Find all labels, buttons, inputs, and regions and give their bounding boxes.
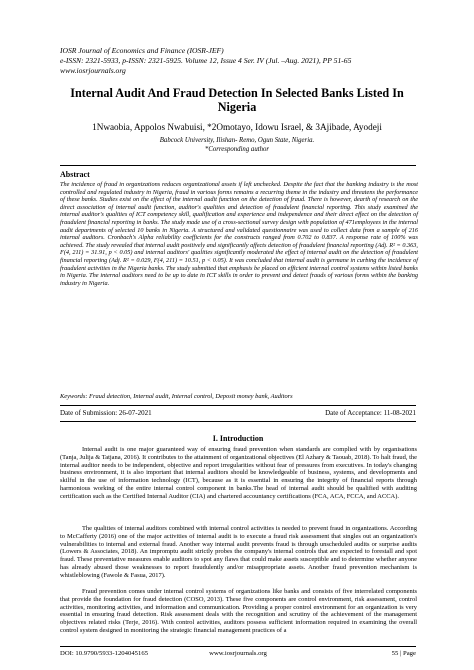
page-number: 55 | Page <box>391 650 416 657</box>
intro-paragraph-2: The qualities of internal auditors combined with internal control activities is needed to prevent fraud in organizations. According to McCafferty (2016) one of the major activities of internal audit is to execute a fraud risk assessment that singles out an organization's vulnerabilities to internal and external fraud. Another way internal audit prevents fraud is through unscheduled audits or surprise audits (Lowers & Associates, 2018). An impromptu audit strictly probes the company's internal controls that are expected to forestall and spot fraud. These preventative measures enable auditors to spot any flaws that could make assets susceptible and to determine whether anyone has already abused those weaknesses to report fraudulently and/or misappropriate assets. Another fraud prevention mechanism is whistleblowing (Fawole & Fasua, 2017). <box>60 525 417 579</box>
abstract-text: The incidence of fraud in organizations reduces organizational assets if left unchecked. Despite the fact that the banking industry is the most controlled and regulated industry in Nigeria, fraud in various forms remains a recurring theme in the industry and threatens the performance of these banks. Studies exist on the effect of the internal audit function on the detection of fraud. There is however, dearth of research on the direct association of internal audit function, auditor's qualities and detection of fraudulent financial reporting. This study examined the internal auditor's qualities of ICT competency skill, qualification and experience and independence and their direct effect on the detection of fraudulent financial reporting in banks. The study made use of a cross-sectional survey design with population of 471employees in the internal audit departments of selected 10 banks in Nigeria. A structured and validated questionnaire was used to collect data from a sample of 216 internal auditors. Cronbach's Alpha reliability coefficients for the constructs ranged from 0.702 to 0.837. A response rate of 100% was achieved. The study revealed that internal audit positively and significantly affects detection of fraudulent financial reporting (Adj. R² = 0.363, F(4, 211) = 31.91, p < 0.05) and internal auditors' qualities significantly moderated the effect of internal audit on the detection of fraudulent financial reporting (Adj. R² = 0.029, F(4, 211) = 10.51, p < 0.05). It was concluded that internal audit is germane in curbing the incidence of fraudulent activities in the Nigeria banks. The study submitted that emphasis be placed on efficient internal control systems within listed banks in Nigeria. The internal auditors need to be up to date in ICT skills in order to prevent and detect frauds of various forms within the banking industry in Nigeria. <box>60 181 418 287</box>
dates-top-rule <box>60 405 416 406</box>
section-heading-introduction: I. Introduction <box>212 434 264 443</box>
corresponding-author-note: *Corresponding author <box>204 146 270 153</box>
author-affiliation: Babcock University, Ilishan- Remo, Ogun State, Nigeria. <box>159 137 315 144</box>
journal-name: IOSR Journal of Economics and Finance (IOSR-JEF) <box>60 46 224 55</box>
issn-line: e-ISSN: 2321-5933, p-ISSN: 2321-5925. Volume 12, Issue 4 Ser. IV (Jul. –Aug. 2021), PP 51-65 <box>60 56 352 65</box>
submission-date: Date of Submission: 26-07-2021 <box>60 409 152 417</box>
title-line-1: Internal Audit And Fraud Detection In Selected Banks Listed In <box>70 86 404 100</box>
abstract-top-rule <box>60 165 416 166</box>
journal-website[interactable]: www.iosrjournals.org <box>60 66 126 75</box>
doi-text: DOI: 10.9790/5933-1204045165 <box>60 650 149 657</box>
keywords-line: Keywords: Fraud detection, Internal audit, Internal control, Deposit money bank, Auditors <box>60 393 293 400</box>
abstract-heading: Abstract <box>60 170 90 179</box>
footer-website[interactable]: www.iosrjournals.org <box>209 650 267 657</box>
footer-rule <box>60 646 416 647</box>
dates-bottom-rule <box>60 421 416 422</box>
title-line-2: Nigeria <box>217 100 257 114</box>
intro-paragraph-1: Internal audit is one major guaranteed way of ensuring fraud prevention when standards are complied with by organisations (Tanja, Julija & Tatjana, 2016). It contributes to the attainment of organizational objectives (El Azhary & Taouab, 2018). To halt fraud, the internal auditor needs to be independent, objective and report irregularities without fear of pressures from executives. In today's changing business environment, it is also important that internal auditors should be knowledgeable of business, systems, and developments and skilful in the use of information technology (ICT), because as it is essential in ensuring the integrity of financial reports through harmonious working of the entire internal control component in banks.The head of internal audit should be qualified with auditing certification such as the Certified Internal Auditor (CIA) and chartered accountancy certifications (FCA, ACA, FCCA, and ACCA). <box>60 446 417 500</box>
paper-title <box>40 86 434 114</box>
acceptance-date: Date of Acceptance: 11-08-2021 <box>325 409 416 417</box>
author-list: 1Nwaobia, Appolos Nwabuisi, *2Omotayo, Idowu Israel, & 3Ajibade, Ayodeji <box>92 122 382 132</box>
page-footer <box>60 650 416 658</box>
intro-paragraph-3: Fraud prevention comes under internal control systems of organizations like banks and consists of five interrelated components that provide the foundation for fraud detection (COSO, 2013). These five components are control environment, risk assessment, control activities, monitoring activities, and information and communication. Providing a proper control environment for an organization is very essential in ensuring fraud detection. Risk assessment deals with the recognition and scrutiny of the achievement of the management objectives related risks (Terje, 2016). With control activities, auditors possess sufficient information required in examining the overall control system designed in monitoring the strategic financial management practices of a <box>60 588 417 634</box>
